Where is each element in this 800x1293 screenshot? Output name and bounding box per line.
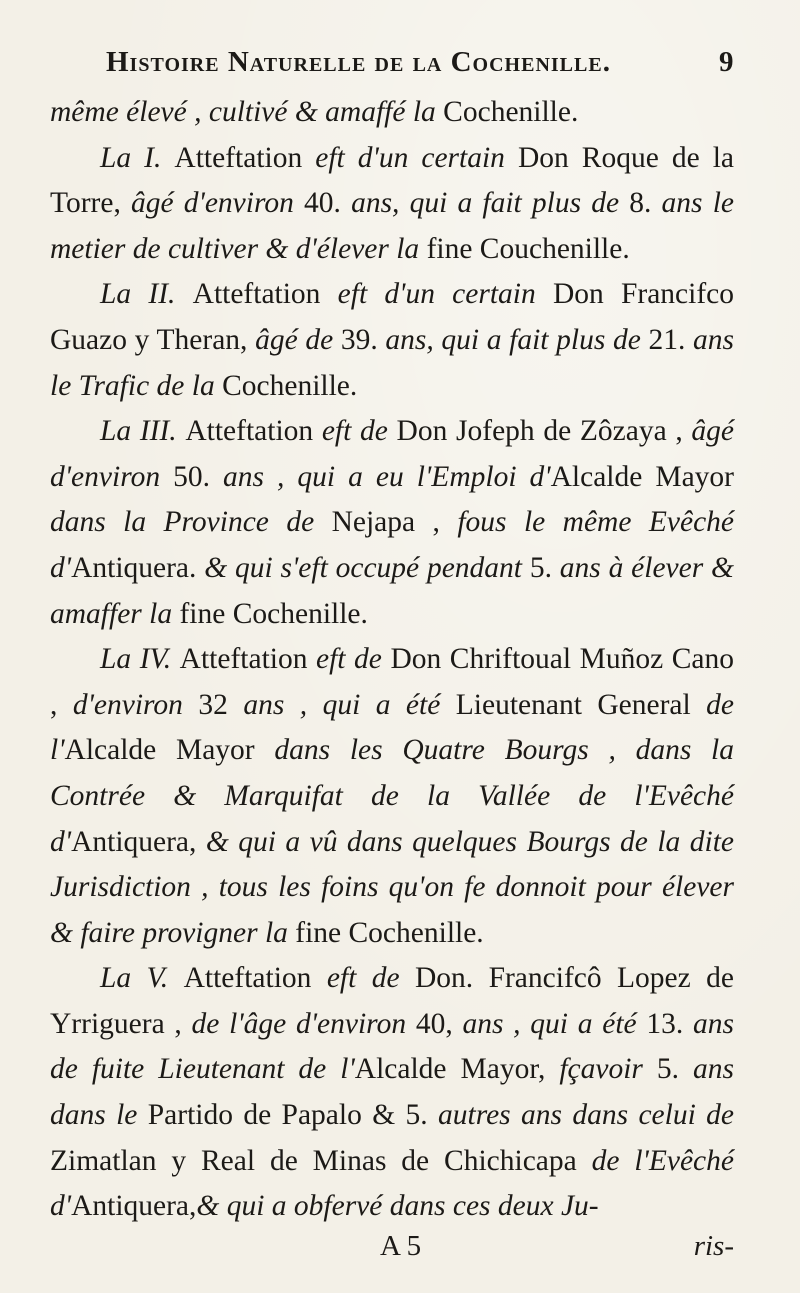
italic-text: ans, qui a fait plus de — [351, 187, 630, 220]
roman-text: Antiquera, — [71, 1190, 197, 1223]
italic-text: & qui s'eft occupé pendant — [204, 551, 530, 584]
paragraph — [50, 637, 734, 956]
italic-text: La I. — [100, 141, 175, 174]
running-head-title: Histoire Naturelle de la Cochenille. — [106, 46, 611, 78]
roman-text: 40. — [304, 187, 352, 220]
italic-text: La III. — [100, 415, 186, 448]
italic-text: de l' — [50, 688, 735, 767]
italic-text: La II. — [100, 278, 193, 311]
italic-text: de l'Evêché d' — [50, 1144, 734, 1223]
italic-text: de l'âge d'environ — [191, 1007, 416, 1040]
roman-text: Alcalde Mayor, — [354, 1053, 560, 1086]
italic-text: eft d'un certain — [315, 141, 518, 174]
roman-text: 8. — [629, 187, 662, 220]
roman-text: Nejapa , — [331, 506, 458, 539]
italic-text: dans la Province de — [50, 506, 332, 539]
italic-text: âgé d'environ — [131, 187, 305, 220]
italic-text: eft de — [316, 643, 391, 676]
paragraph — [50, 90, 734, 136]
page-number: 9 — [719, 46, 734, 78]
body-text — [50, 90, 734, 1230]
roman-text: 32 — [198, 688, 244, 721]
italic-text: ans à élever & amaffer la — [50, 551, 734, 630]
paragraph — [50, 136, 734, 273]
roman-text: Atteftation — [183, 962, 327, 995]
italic-text: eft d'un certain — [337, 278, 553, 311]
roman-text: 13. — [646, 1007, 694, 1040]
italic-text: ans dans le — [50, 1053, 735, 1132]
roman-text: Cochenille. — [443, 96, 579, 128]
running-head — [50, 40, 734, 90]
roman-text: fine Couchenille. — [426, 232, 630, 265]
italic-text: d'environ — [72, 688, 199, 721]
roman-text: Cochenille. — [222, 369, 358, 402]
roman-text: fine Cochenille. — [179, 597, 368, 630]
roman-text: Atteftation — [174, 141, 316, 174]
roman-text: Lieutenant General — [455, 688, 707, 721]
italic-text: ans de fuite Lieutenant de l' — [50, 1007, 734, 1086]
signature-mark: A 5 — [380, 1229, 422, 1262]
italic-text: & qui a obfervé dans ces deux Ju- — [196, 1190, 599, 1223]
roman-text: Antiquera, — [71, 825, 206, 858]
italic-text: La V. — [100, 962, 184, 995]
roman-text: 5. — [529, 551, 560, 584]
italic-text: même élevé , cultivé & amaffé la — [50, 96, 444, 128]
italic-text: La IV. — [100, 643, 180, 676]
roman-text: 5. — [656, 1053, 694, 1086]
italic-text: âgé d'environ — [50, 415, 734, 493]
roman-text: 21. — [648, 323, 694, 356]
italic-text: eft de — [326, 962, 415, 995]
roman-text: Don. Francifcô Lopez de Yrriguera , — [50, 962, 734, 1040]
catchword: ris- — [693, 1229, 734, 1262]
italic-text: ans le metier de cultiver & d'élever la — [50, 187, 734, 265]
italic-text: fçavoir — [559, 1053, 657, 1086]
roman-text: Partido de Papalo & — [147, 1099, 406, 1132]
italic-text: dans les Quatre Bourgs , dans la Contrée & Marquifat de la Vallée de l'Evêché d' — [50, 734, 734, 858]
italic-text: eft de — [321, 415, 397, 448]
roman-text: Atteftation — [192, 278, 338, 311]
paragraph — [50, 409, 734, 637]
roman-text: Alcalde Mayor — [550, 460, 735, 493]
paragraph — [50, 956, 734, 1230]
roman-text: Don Chriftoual Muñoz Cano , — [50, 643, 734, 721]
italic-text: autres ans dans celui de — [438, 1099, 734, 1132]
roman-text: 39. — [340, 323, 386, 356]
italic-text: fous le même Evêché d' — [50, 506, 735, 584]
roman-text: Antiquera. — [71, 551, 205, 584]
roman-text: Atteftation — [179, 643, 317, 676]
italic-text: & qui a vû dans quelques Bourgs de la dite Jurisdiction , tous les foins qu'on fe donnoit pour élever & faire provigner la — [50, 825, 734, 949]
italic-text: ans , qui a été — [462, 1007, 647, 1040]
roman-text: Don Jofeph de Zôzaya , — [396, 415, 692, 448]
roman-text: Zimatlan y Real de Minas de Chichicapa — [50, 1144, 592, 1177]
page-footer — [50, 1230, 734, 1276]
italic-text: ans , qui a été — [243, 688, 456, 721]
italic-text: ans, qui a fait plus de — [385, 323, 649, 356]
roman-text: Don Roque de la Torre, — [50, 141, 734, 220]
paragraph — [50, 272, 734, 409]
roman-text: Don Francifco Guazo y Theran, — [50, 278, 735, 356]
roman-text: Alcalde Mayor — [64, 734, 275, 767]
roman-text: 40, — [415, 1007, 463, 1040]
roman-text: 5. — [405, 1099, 438, 1132]
roman-text: fine Cochenille. — [295, 916, 484, 949]
roman-text: 50. — [173, 460, 224, 493]
italic-text: âgé de — [255, 323, 341, 356]
italic-text: ans le Trafic de la — [50, 323, 734, 402]
italic-text: ans , qui a eu l'Emploi d' — [223, 460, 551, 493]
roman-text: Atteftation — [185, 415, 322, 448]
